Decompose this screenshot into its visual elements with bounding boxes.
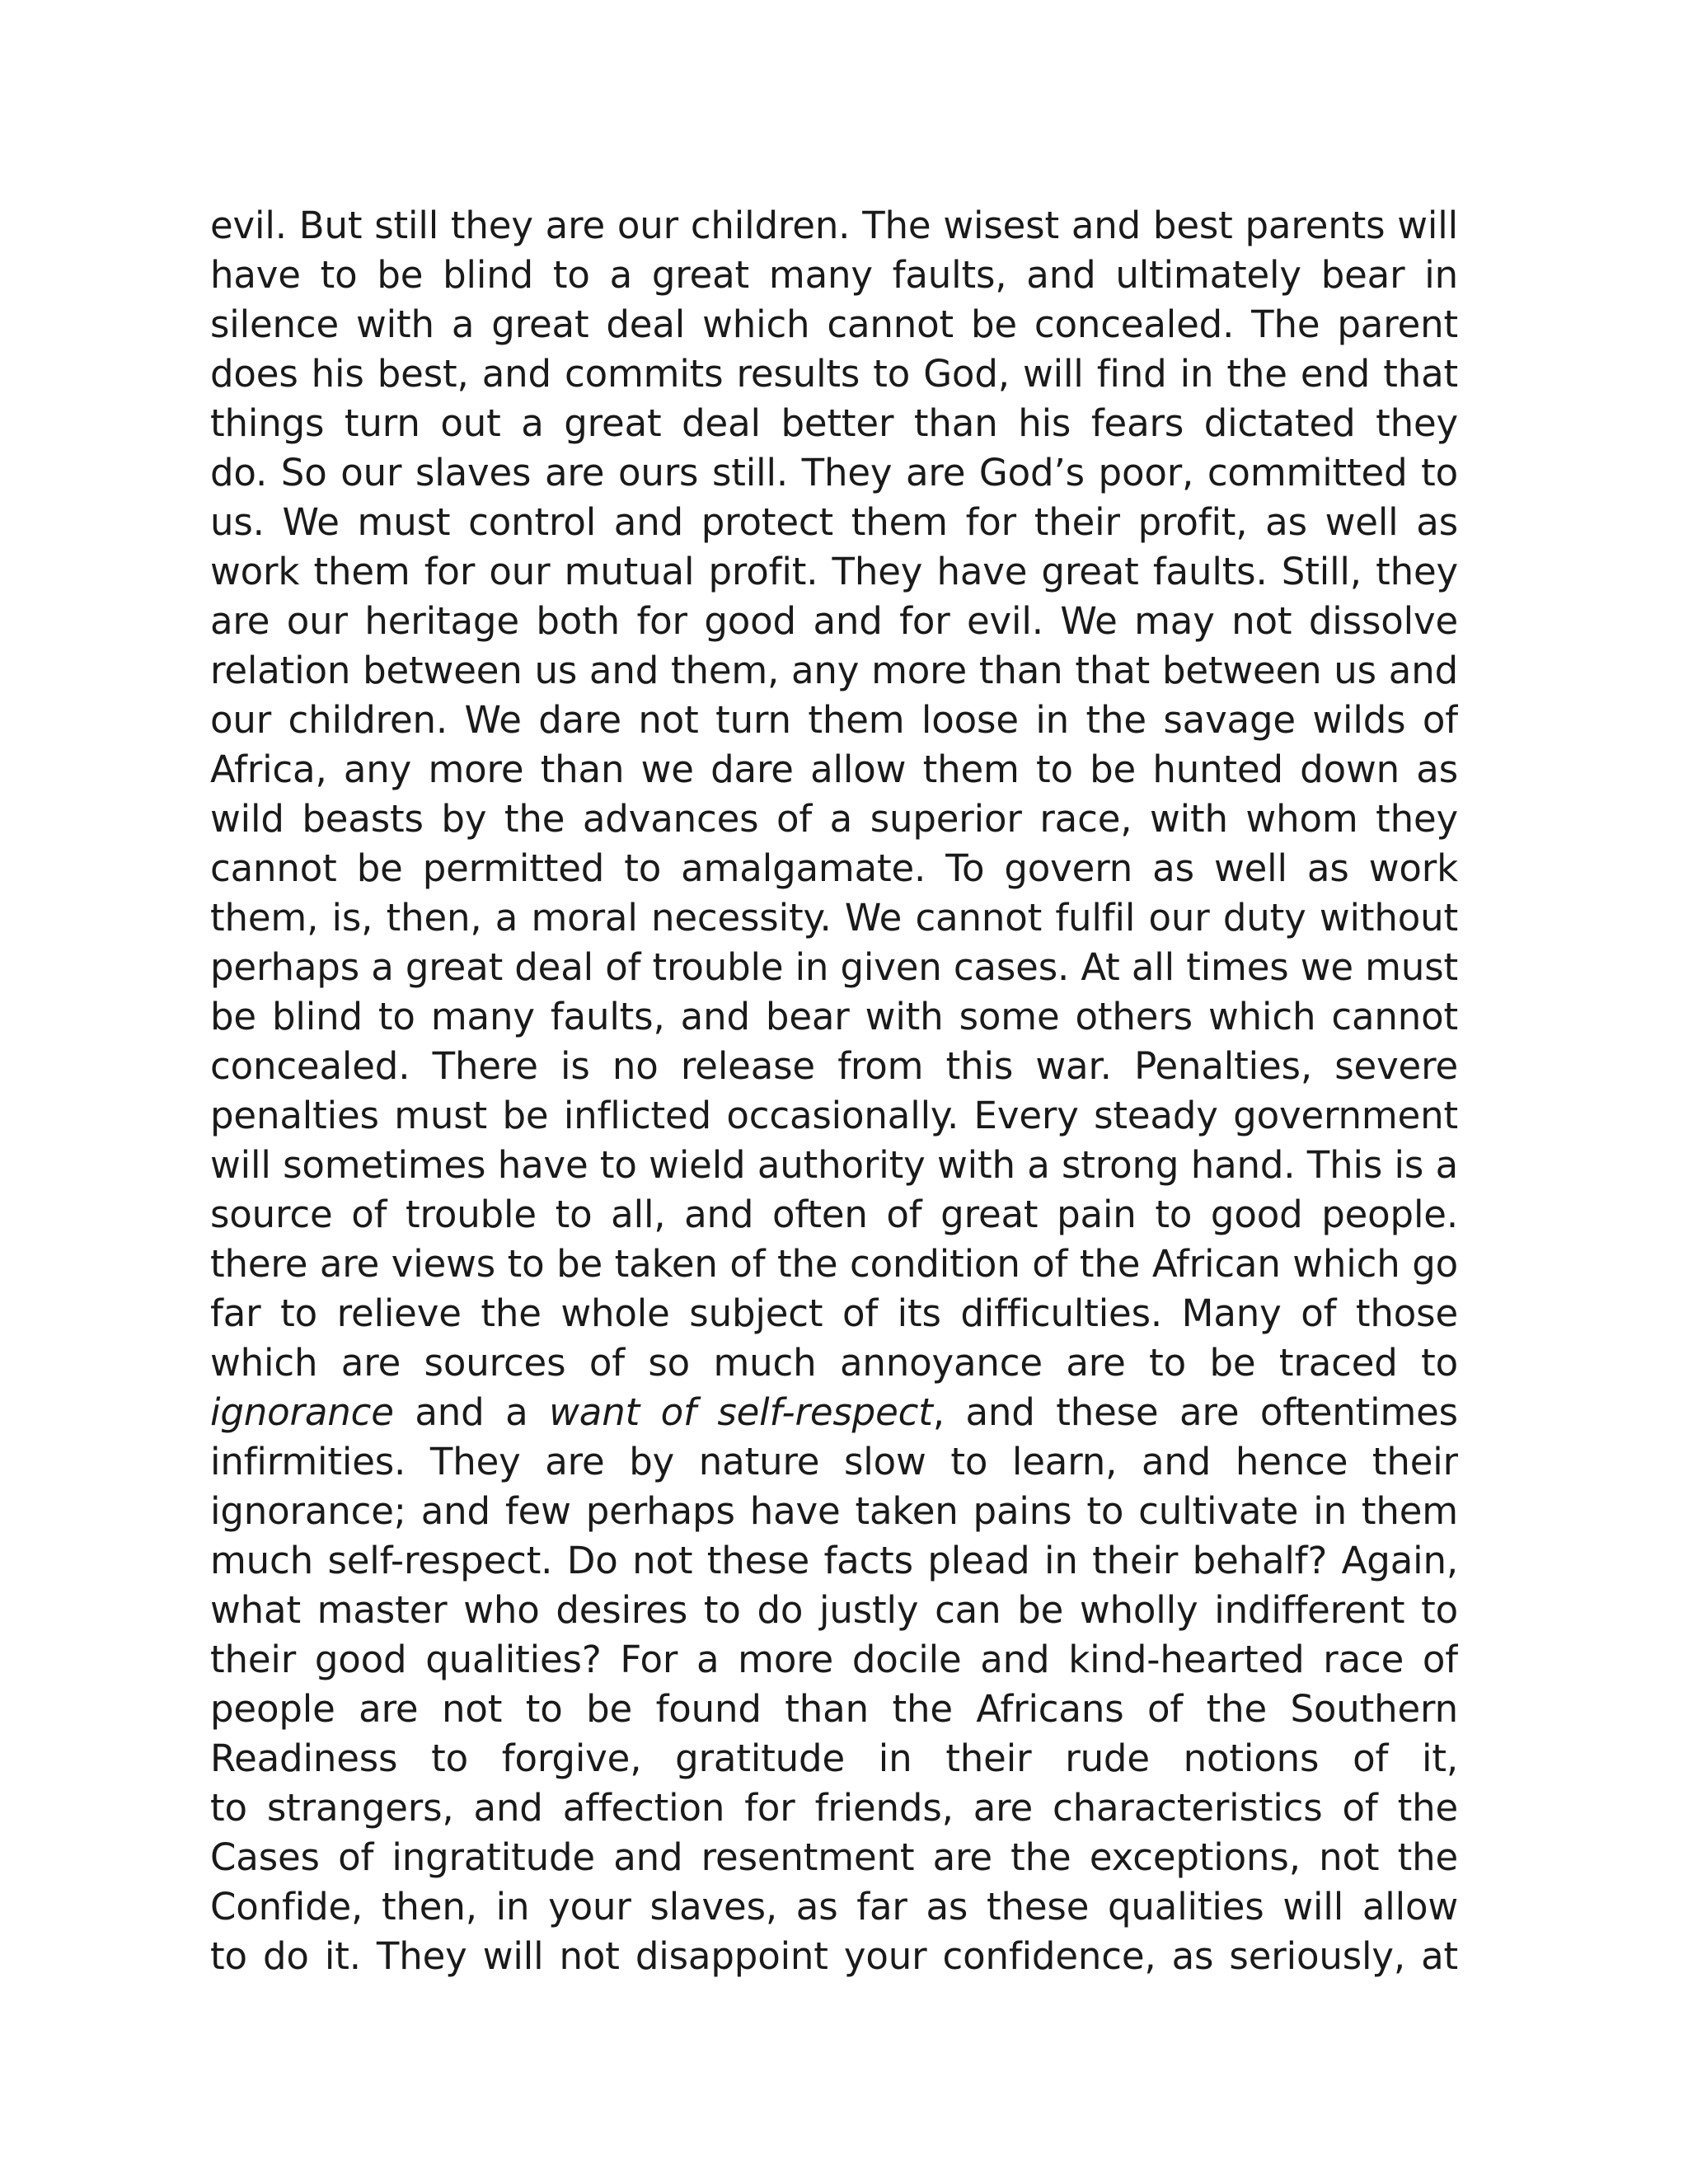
text-line-12: Africa, any more than we dare allow them to be hunted down as — [210, 748, 1458, 791]
text-line-17: be blind to many faults, and bear with some others which cannot — [210, 995, 1458, 1038]
text-line-14: cannot be permitted to amalgamate. To govern as well as work — [210, 846, 1458, 890]
text-line-18: concealed. There is no release from this war. Penalties, severe — [210, 1044, 1458, 1088]
text-line-21: source of trouble to all, and often of great pain to good people. — [210, 1193, 1458, 1236]
text-line-34: Cases of ingratitude and resentment are the exceptions, not the — [210, 1835, 1458, 1879]
text-line-15: them, is, then, a moral necessity. We cannot fulfil our duty without — [210, 896, 1458, 940]
text-line-5: things turn out a great deal better than his fears dictated they — [210, 401, 1458, 445]
text-line-31: people are not to be found than the Africans of the Southern — [210, 1687, 1458, 1731]
text-line-9: are our heritage both for good and for evil. We may not dissolve — [210, 599, 1458, 643]
text-line-29: what master who desires to do justly can be wholly indifferent to — [210, 1588, 1458, 1632]
text-line-13: wild beasts by the advances of a superior race, with whom they — [210, 797, 1458, 841]
text-line-22: there are views to be taken of the condition of the African which go — [210, 1242, 1458, 1286]
page-body — [210, 201, 1458, 1981]
text-line-35: Confide, then, in your slaves, as far as these qualities will allow — [210, 1885, 1458, 1929]
text-line-32: Readiness to forgive, gratitude in their rude notions of it, — [210, 1736, 1458, 1780]
text-line-16: perhaps a great deal of trouble in given cases. At all times we must — [210, 945, 1458, 989]
text-line-30: their good qualities? For a more docile and kind-hearted race of — [210, 1638, 1458, 1681]
text-line-28: much self-respect. Do not these facts plead in their behalf? Again, — [210, 1539, 1458, 1582]
text-line-36: to do it. They will not disappoint your confidence, as seriously, at — [210, 1934, 1458, 1978]
text-line-4: does his best, and commits results to God, will find in the end that — [210, 352, 1458, 396]
text-line-10: relation between us and them, any more than that between us and — [210, 649, 1458, 692]
text-line-11: our children. We dare not turn them loose in the savage wilds of — [210, 698, 1458, 742]
text-line-6: do. So our slaves are ours still. They are God’s poor, committed to — [210, 451, 1458, 494]
text-fragment: and a — [393, 1390, 550, 1434]
text-line-2: have to be blind to a great many faults, and ultimately bear in — [210, 253, 1458, 297]
text-line-1: evil. But still they are our children. The wisest and best parents will — [210, 204, 1458, 247]
text-line-24: which are sources of so much annoyance are to be traced to — [210, 1341, 1458, 1385]
text-line-3: silence with a great deal which cannot be concealed. The parent — [210, 302, 1458, 346]
text-line-26: infirmities. They are by nature slow to learn, and hence their — [210, 1440, 1458, 1483]
text-line-27: ignorance; and few perhaps have taken pains to cultivate in them — [210, 1489, 1458, 1533]
text-line-20: will sometimes have to wield authority with a strong hand. This is a — [210, 1143, 1458, 1187]
text-line-33: to strangers, and affection for friends, are characteristics of the — [210, 1786, 1458, 1830]
italic-ignorance: ignorance — [210, 1390, 394, 1434]
text-line-25 — [210, 1388, 1458, 1437]
text-line-8: work them for our mutual profit. They have great faults. Still, they — [210, 550, 1458, 593]
text-line-7: us. We must control and protect them for their profit, as well as — [210, 500, 1458, 544]
text-fragment: , and these are oftentimes — [932, 1390, 1458, 1434]
text-line-23: far to relieve the whole subject of its difficulties. Many of those — [210, 1291, 1458, 1335]
italic-want-of-self-respect: want of self-respect — [549, 1390, 933, 1434]
text-line-19: penalties must be inflicted occasionally. Every steady government — [210, 1094, 1458, 1137]
